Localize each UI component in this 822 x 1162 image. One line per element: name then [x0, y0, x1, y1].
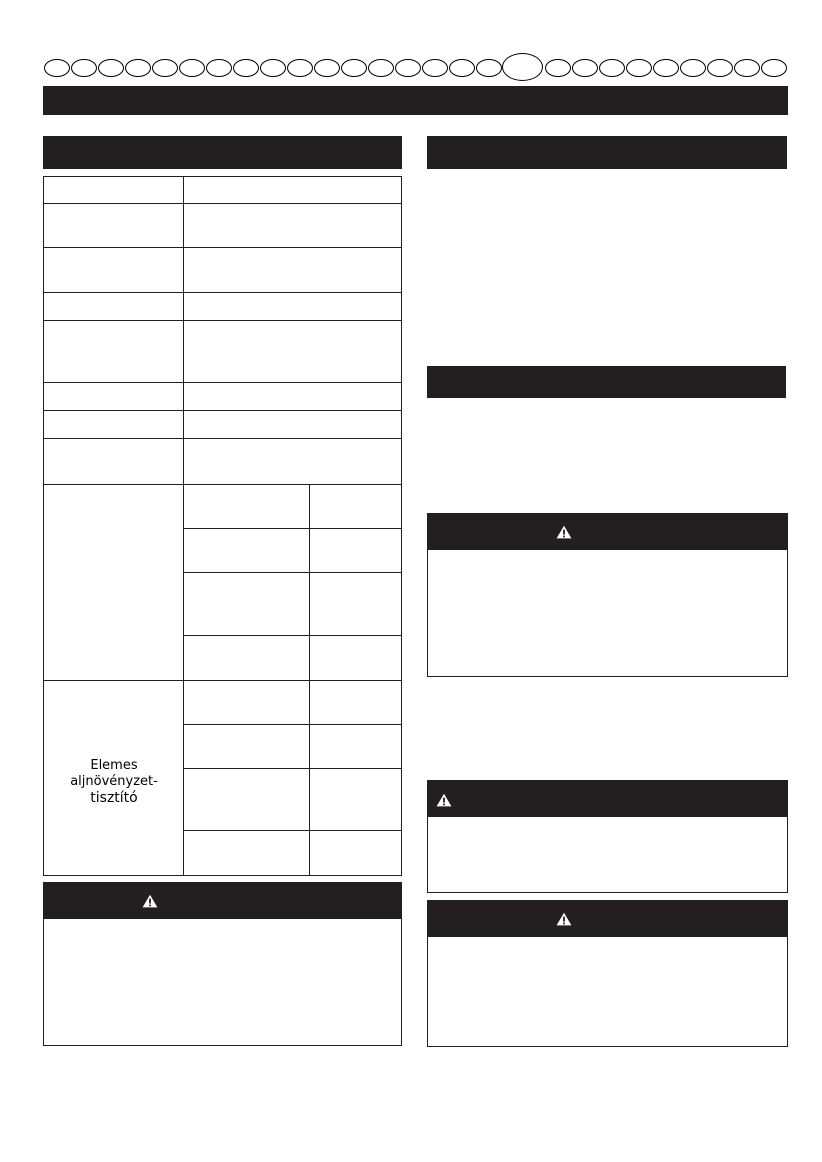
language-oval[interactable]	[761, 59, 787, 77]
product-name	[44, 758, 184, 806]
specifications-header-bar	[43, 136, 402, 169]
table-subrow-divider	[183, 635, 402, 636]
product-name-line: tisztító	[90, 790, 138, 806]
language-oval[interactable]	[206, 59, 232, 77]
language-oval[interactable]	[179, 59, 205, 77]
language-oval[interactable]	[152, 59, 178, 77]
warning-header	[428, 514, 787, 550]
warning-box	[427, 513, 788, 677]
table-row-divider	[43, 382, 402, 383]
table-subcolumn-divider	[309, 680, 310, 876]
table-row-divider	[43, 320, 402, 321]
language-oval[interactable]	[572, 59, 598, 77]
table-border	[43, 176, 402, 177]
table-row-divider	[43, 292, 402, 293]
language-oval[interactable]	[314, 59, 340, 77]
language-oval[interactable]	[653, 59, 679, 77]
language-oval[interactable]	[476, 59, 502, 77]
table-row-divider	[43, 410, 402, 411]
warning-header	[428, 901, 787, 937]
language-oval[interactable]	[545, 59, 571, 77]
language-oval[interactable]	[626, 59, 652, 77]
table-row-divider	[43, 484, 402, 485]
warning-triangle-icon	[556, 525, 572, 539]
table-row-divider	[43, 680, 402, 681]
table-subrow-divider	[183, 830, 402, 831]
warning-triangle-icon	[556, 912, 572, 926]
language-oval[interactable]	[368, 59, 394, 77]
table-row-divider	[43, 247, 402, 248]
table-subrow-divider	[183, 724, 402, 725]
product-name-line: aljnövényzet-	[70, 774, 158, 789]
language-oval[interactable]	[422, 59, 448, 77]
language-oval[interactable]	[734, 59, 760, 77]
language-oval-active[interactable]	[502, 53, 543, 81]
language-oval[interactable]	[71, 59, 97, 77]
table-subrow-divider	[183, 528, 402, 529]
table-border	[401, 176, 402, 876]
language-oval[interactable]	[395, 59, 421, 77]
table-row-divider	[43, 438, 402, 439]
language-oval[interactable]	[599, 59, 625, 77]
language-oval[interactable]	[680, 59, 706, 77]
language-oval[interactable]	[233, 59, 259, 77]
language-oval[interactable]	[125, 59, 151, 77]
section-header-bar	[427, 136, 787, 169]
table-subrow-divider	[183, 572, 402, 573]
language-oval[interactable]	[260, 59, 286, 77]
language-oval[interactable]	[449, 59, 475, 77]
page-header-bar	[43, 86, 788, 115]
table-border	[43, 875, 402, 876]
language-oval[interactable]	[98, 59, 124, 77]
table-row-divider	[43, 203, 402, 204]
warning-triangle-icon	[436, 793, 452, 807]
language-oval[interactable]	[287, 59, 313, 77]
language-oval[interactable]	[341, 59, 367, 77]
warning-box	[427, 900, 788, 1047]
warning-box	[427, 780, 788, 893]
table-subrow-divider	[183, 768, 402, 769]
language-oval[interactable]	[44, 59, 70, 77]
table-subcolumn-divider	[309, 484, 310, 680]
warning-header	[44, 883, 401, 919]
language-oval[interactable]	[707, 59, 733, 77]
warning-triangle-icon	[142, 894, 158, 908]
product-name-line: Elemes	[90, 758, 138, 773]
section-header-bar	[427, 366, 786, 398]
warning-header	[428, 781, 787, 817]
warning-box-left	[43, 882, 402, 1046]
